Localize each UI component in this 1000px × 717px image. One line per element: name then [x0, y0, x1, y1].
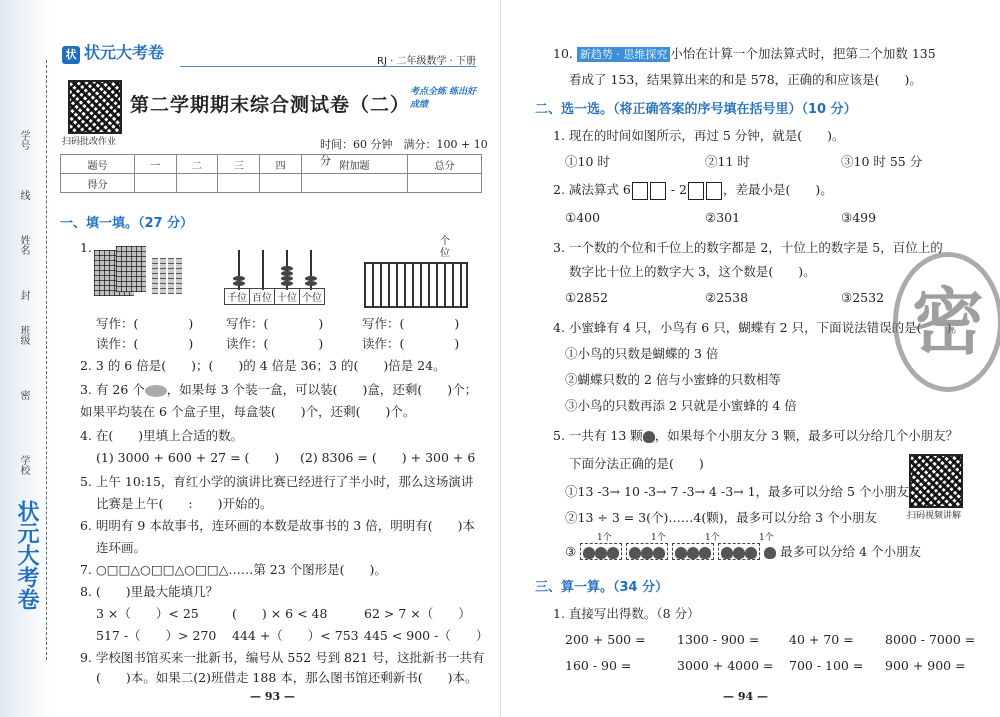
q5-line1: 5. 上午 10:15，育红小学的演讲比赛已经进行了半小时，那么这场演讲 — [80, 474, 474, 489]
q10-text-a: 小怡在计算一个加法算式时，把第二个加数 135 — [670, 46, 936, 61]
q4a: (1) 3000 + 600 + 27 = ( ) — [96, 450, 280, 465]
place-header: 千位 — [225, 289, 250, 305]
score-cell[interactable] — [218, 174, 260, 193]
score-header-cell: 附加题 — [301, 155, 407, 174]
group-label: 1个 — [597, 533, 612, 543]
place-header: 个位 — [300, 289, 325, 305]
qr-code-icon[interactable] — [909, 454, 963, 508]
c3-line2: 数字比十位上的数字大 3，这个数是( )。 — [569, 264, 816, 279]
binding-label-id: 学号 — [18, 130, 29, 150]
q3-line2: 如果平均装在 6 个盒子里，每盒装( )个，还剩( )个。 — [80, 404, 416, 419]
c3-opt-1[interactable]: ①2852 — [565, 290, 609, 305]
brand-vertical: 状元大考卷 — [14, 500, 39, 610]
c1-opt-1[interactable]: ①10 时 — [565, 154, 610, 169]
ten-rod — [176, 258, 182, 294]
s1-r2-4[interactable]: 900 + 900 = — [885, 658, 966, 673]
score-cell[interactable] — [301, 174, 407, 193]
qr-code-icon[interactable] — [68, 80, 122, 134]
digit-box[interactable] — [632, 182, 648, 200]
strawberry-icon — [699, 547, 711, 559]
c2-text-c: ，差最小是( )。 — [722, 182, 833, 197]
c4-opt-1[interactable]: ①小鸟的只数是蝴蝶的 3 倍 — [565, 346, 719, 361]
binding-label-name: 姓名 — [18, 235, 29, 255]
c5-opt3-marker: ③ — [565, 544, 577, 559]
page-title: 第二学期期末综合测试卷（二） — [130, 94, 411, 116]
qr-caption: 扫码视频讲解 — [907, 511, 962, 521]
strawberry-icon — [733, 547, 745, 559]
q2: 2. 3 的 6 倍是( )；( )的 4 倍是 36；3 的( )倍是 24。 — [80, 358, 446, 373]
q8-row1-a: 3 ×（ ）< 25 — [96, 606, 199, 621]
q1-read-2[interactable]: 读作：( ) — [226, 336, 324, 351]
s1-r1-3[interactable]: 40 + 70 = — [789, 632, 854, 647]
q8-row2-a: 517 -（ ）> 270 — [96, 628, 217, 643]
page-number-right: — 94 — — [723, 690, 768, 703]
score-header-cell: 总分 — [408, 155, 482, 174]
score-header-cell: 三 — [218, 155, 260, 174]
q1-write-2[interactable]: 写作：( ) — [226, 316, 324, 331]
c4-opt-3[interactable]: ③小鸟的只数再添 2 只就是小蜜蜂的 4 倍 — [565, 398, 797, 413]
s1-r2-2[interactable]: 3000 + 4000 = — [677, 658, 774, 673]
s1-r2-1[interactable]: 160 - 90 = — [565, 658, 632, 673]
strawberry-icon — [607, 547, 619, 559]
abacus-label: 个位 — [440, 236, 450, 259]
q1-number: 1. — [80, 240, 92, 255]
c2-text-a: 2. 减法算式 6 — [553, 182, 631, 197]
c2-text-b: - 2 — [670, 182, 687, 197]
logo-icon: 状 — [62, 46, 80, 64]
score-header-cell: 一 — [134, 155, 176, 174]
strawberry-icon — [629, 547, 641, 559]
score-header-cell: 二 — [176, 155, 218, 174]
q1-write-3[interactable]: 写作：( ) — [362, 316, 460, 331]
q3-text-b: ，如果每 3 个装一盒，可以装( )盒，还剩( )个； — [166, 382, 478, 397]
strawberry-icon — [745, 547, 757, 559]
mascot-slogan: 考点全练 练出好成绩 — [410, 87, 477, 110]
score-header-cell: 四 — [260, 155, 302, 174]
place-header: 十位 — [275, 289, 300, 305]
digit-box[interactable] — [688, 182, 704, 200]
digit-box[interactable] — [650, 182, 666, 200]
s1-r1-1[interactable]: 200 + 500 = — [565, 632, 646, 647]
trend-tag: 新趋势 · 思维探究 — [577, 47, 671, 62]
c5-opt-2[interactable]: ②13 ÷ 3 = 3(个)……4(颗)，最多可以分给 3 个小朋友 — [565, 510, 878, 525]
group-label: 1个 — [759, 533, 774, 543]
q6-line1: 6. 明明有 9 本故事书，连环画的本数是故事书的 3 倍，明明有( )本 — [80, 518, 475, 533]
q7: 7. ○□□△○□□△○□□△……第 23 个图形是( )。 — [80, 562, 387, 577]
binding-label-line: 线 — [18, 190, 29, 200]
q8-row2-b: 444 +（ ）< 753 — [232, 628, 359, 643]
strawberry-icon — [595, 547, 607, 559]
exam-score: 满分：100 + 10 分 — [320, 138, 488, 167]
c1-opt-2[interactable]: ②11 时 — [705, 154, 750, 169]
qr-caption: 扫码批改作业 — [62, 137, 117, 147]
score-cell[interactable] — [134, 174, 176, 193]
secret-stamp: 密 — [893, 252, 1000, 392]
s1-r2-3[interactable]: 700 - 100 = — [789, 658, 864, 673]
c5-line1 — [553, 426, 958, 444]
strawberry-icon — [687, 547, 699, 559]
c1-opt-3[interactable]: ③10 时 55 分 — [841, 154, 923, 169]
score-header-cell: 题号 — [61, 155, 135, 174]
c4-opt-2[interactable]: ②蝴蝶只数的 2 倍与小蜜蜂的只数相等 — [565, 372, 781, 387]
section-3-heading: 三、算一算。（34 分） — [535, 580, 669, 595]
q3-text-a: 3. 有 26 个 — [80, 382, 145, 397]
c5-text-b: ，如果每个小朋友分 3 颗，最多可以分给几个小朋友？ — [654, 428, 959, 443]
brand-name: 状元大考卷 — [84, 43, 165, 62]
score-header-row — [61, 155, 482, 174]
q10-line2: 看成了 153，结果算出来的和是 578，正确的和应该是( )。 — [569, 72, 922, 87]
q10-line1: 10. 新趋势 · 思维探究 小怡在计算一个加法算式时，把第二个加数 135 — [553, 46, 936, 61]
c5-line2: 下面分法正确的是( ) — [569, 456, 704, 471]
c2-opt-3[interactable]: ③499 — [841, 210, 877, 225]
binding-label-class: 班级 — [18, 325, 29, 345]
q4b: (2) 8306 = ( ) + 300 + 6 — [300, 450, 476, 465]
c5-opt3-text: 最多可以分给 4 个小朋友 — [780, 544, 922, 559]
c3-opt-2[interactable]: ②2538 — [705, 290, 749, 305]
s1-r1-2[interactable]: 1300 - 900 = — [677, 632, 760, 647]
q1-read-1[interactable]: 读作：( ) — [96, 336, 194, 351]
score-row-label: 得分 — [61, 174, 135, 193]
header-rule — [180, 66, 476, 67]
strawberry-group — [672, 543, 714, 560]
page-number-left: — 93 — — [250, 690, 295, 703]
q8: 8. ( )里最大能填几？ — [80, 584, 219, 599]
q8-row1-b: ( ) × 6 < 48 — [232, 606, 328, 621]
strawberry-group — [718, 543, 760, 560]
c5-text-a: 5. 一共有 13 颗 — [553, 428, 643, 443]
c4: 4. 小蜜蜂有 4 只，小鸟有 6 只，蝴蝶有 2 只，下面说法错误的是( )。 — [553, 320, 964, 335]
c2-opt-2[interactable]: ②301 — [705, 210, 741, 225]
c2 — [553, 180, 833, 200]
strawberry-icon — [643, 431, 655, 443]
ten-rod — [152, 258, 158, 294]
q9-line2: ( )本。如果二(2)班借走 188 本，那么图书馆还剩新书( )本。 — [96, 670, 478, 685]
ten-rod — [160, 258, 166, 294]
abacus-icon — [364, 262, 468, 308]
strawberry-icon — [721, 547, 733, 559]
c2-opt-1[interactable]: ①400 — [565, 210, 601, 225]
q4: 4. 在( )里填上合适的数。 — [80, 428, 244, 443]
c3-opt-3[interactable]: ③2532 — [841, 290, 885, 305]
c5-opt-3[interactable] — [565, 542, 921, 560]
exam-time: 时间：60 分钟 — [320, 138, 393, 151]
binding-label-school: 学校 — [18, 455, 29, 475]
q3-line1 — [80, 380, 477, 398]
q9-line1: 9. 学校图书馆买来一批新书，编号从 552 号到 821 号，这批新书一共有 — [80, 650, 485, 665]
digit-box[interactable] — [706, 182, 722, 200]
cube-block-2 — [116, 246, 146, 292]
q8-row2-c: 445 < 900 -（ ） — [364, 628, 489, 643]
binding-strip — [0, 0, 52, 717]
score-table — [60, 154, 482, 193]
s1-r1-4[interactable]: 8000 - 7000 = — [885, 632, 976, 647]
section-2-heading: 二、选一选。（将正确答案的序号填在括号里）（10 分） — [535, 102, 857, 117]
strawberry-group — [580, 543, 622, 560]
strawberry-icon — [641, 547, 653, 559]
place-value-table — [224, 288, 325, 305]
c3-line1: 3. 一个数的个位和千位上的数字都是 2，十位上的数字是 5，百位上的 — [553, 240, 943, 255]
place-header: 百位 — [250, 289, 275, 305]
binding-label-secret: 密 — [18, 390, 29, 400]
c5-opt-1[interactable]: ①13 -3→ 10 -3→ 7 -3→ 4 -3→ 1，最多可以分给 5 个小朋友 — [565, 484, 909, 499]
strawberry-icon — [764, 547, 776, 559]
q5-line2: 比赛是上午( : )开始的。 — [96, 496, 273, 511]
c1: 1. 现在的时间如图所示，再过 5 分钟，就是( )。 — [553, 128, 845, 143]
strawberry-icon — [653, 547, 665, 559]
strawberry-icon — [583, 547, 595, 559]
q1-read-3[interactable]: 读作：( ) — [362, 336, 460, 351]
score-row — [61, 174, 482, 193]
ten-rod — [168, 258, 174, 294]
score-cell[interactable] — [408, 174, 482, 193]
group-label: 1个 — [651, 533, 666, 543]
s1: 1. 直接写出得数。（8 分） — [553, 606, 700, 621]
strawberry-icon — [675, 547, 687, 559]
group-label: 1个 — [705, 533, 720, 543]
q1-write-1[interactable]: 写作：( ) — [96, 316, 194, 331]
cut-line — [46, 60, 47, 660]
brand-logo — [62, 40, 164, 64]
section-1-heading: 一、填一填。（27 分） — [60, 216, 194, 231]
q6-line2: 连环画。 — [96, 540, 147, 555]
binding-label-seal: 封 — [18, 290, 29, 300]
bread-icon — [145, 385, 167, 397]
strawberry-group — [626, 543, 668, 560]
score-cell[interactable] — [176, 174, 218, 193]
q8-row1-c: 62 > 7 ×（ ） — [364, 606, 471, 621]
score-cell[interactable] — [260, 174, 302, 193]
series-label: RJ · 二年级数学 · 下册 — [377, 56, 476, 67]
